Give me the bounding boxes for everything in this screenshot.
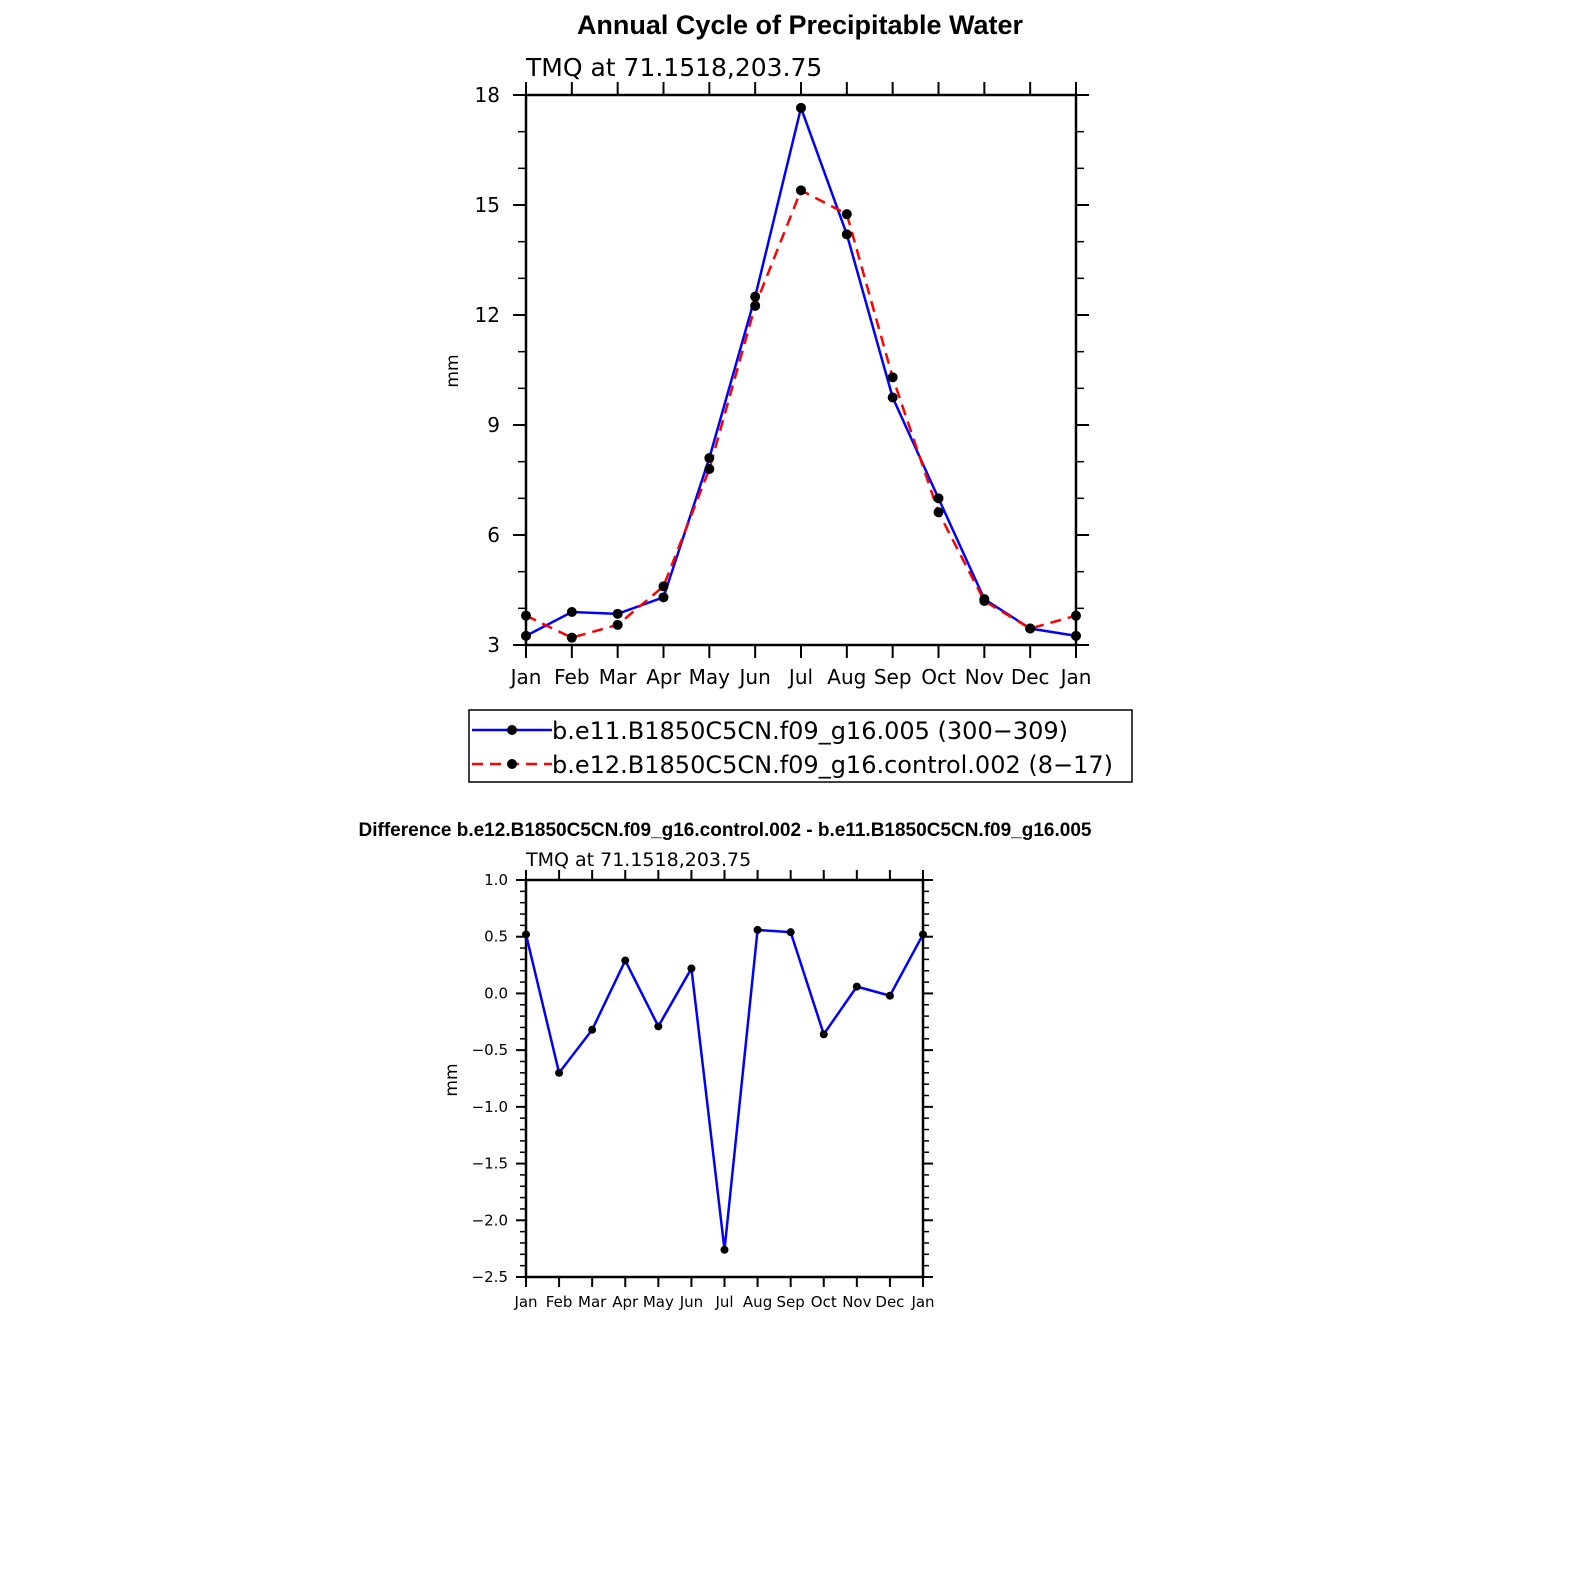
top-ylabel: mm: [443, 354, 463, 388]
x-tick-label: Nov: [964, 665, 1004, 689]
data-point-series-2: [842, 209, 852, 219]
data-point-series-1: [1071, 631, 1081, 641]
data-point-series-1: [820, 1030, 828, 1038]
x-tick-label: Feb: [545, 1293, 573, 1311]
data-point-series-1: [796, 103, 806, 113]
x-tick-label: Aug: [827, 665, 867, 689]
legend-label-series-1: b.e11.B1850C5CN.f09_g16.005 (300−309): [552, 717, 1068, 745]
data-point-series-2: [979, 596, 989, 606]
top-subtitle: TMQ at 71.1518,203.75: [526, 53, 823, 82]
y-tick-label: −0.5: [471, 1041, 508, 1060]
data-point-series-2: [796, 185, 806, 195]
data-point-series-2: [704, 464, 714, 474]
data-point-series-1: [853, 983, 861, 991]
data-point-series-1: [555, 1069, 563, 1077]
x-tick-label: Jun: [679, 1293, 704, 1311]
data-point-series-1: [687, 964, 695, 972]
data-point-series-1: [787, 928, 795, 936]
x-tick-label: Jul: [788, 665, 814, 689]
data-point-series-1: [521, 631, 531, 641]
series-line-2: [526, 190, 1076, 637]
data-point-series-1: [919, 930, 927, 938]
legend-label-series-2: b.e12.B1850C5CN.f09_g16.control.002 (8−17): [552, 751, 1113, 779]
y-tick-label: −2.5: [471, 1268, 508, 1286]
series-line-1: [526, 930, 923, 1250]
annual-cycle-chart: [475, 82, 1092, 689]
x-tick-label: Sep: [873, 665, 912, 689]
data-point-series-2: [613, 620, 623, 630]
difference-title: Difference b.e12.B1850C5CN.f09_g16.control.002 - b.e11.B1850C5CN.f09_g16.005: [358, 820, 1092, 841]
x-tick-label: Mar: [598, 665, 637, 689]
x-tick-label: Oct: [921, 665, 956, 689]
data-point-series-2: [1025, 624, 1035, 634]
data-point-series-1: [886, 992, 894, 1000]
legend-marker-series-2: [507, 759, 517, 769]
x-tick-label: Jan: [510, 665, 542, 689]
x-tick-label: Jun: [739, 665, 771, 689]
y-tick-label: 9: [487, 413, 500, 437]
data-point-series-1: [934, 493, 944, 503]
plot-frame: [526, 880, 923, 1277]
data-point-series-1: [842, 229, 852, 239]
x-tick-label: Mar: [578, 1293, 607, 1311]
data-point-series-1: [659, 592, 669, 602]
y-tick-label: 1.0: [484, 871, 508, 889]
y-tick-label: −1.0: [471, 1097, 508, 1116]
data-point-series-1: [522, 930, 530, 938]
x-tick-label: May: [642, 1293, 674, 1311]
x-tick-label: Sep: [776, 1293, 805, 1311]
y-tick-label: 0.5: [484, 927, 508, 946]
data-point-series-1: [750, 292, 760, 302]
x-tick-label: Dec: [1010, 665, 1050, 689]
data-point-series-1: [721, 1246, 729, 1254]
data-point-series-2: [1071, 611, 1081, 621]
data-point-series-1: [704, 453, 714, 463]
y-tick-label: 18: [474, 83, 500, 107]
y-tick-label: −1.5: [471, 1154, 508, 1173]
x-tick-label: Nov: [842, 1293, 872, 1311]
y-tick-label: 3: [487, 633, 500, 657]
x-tick-label: Feb: [554, 665, 590, 689]
x-tick-label: Jul: [715, 1293, 734, 1311]
data-point-series-2: [750, 301, 760, 311]
bottom-ylabel: mm: [442, 1063, 462, 1097]
data-point-series-2: [521, 611, 531, 621]
data-point-series-1: [888, 393, 898, 403]
data-point-series-2: [934, 507, 944, 517]
data-point-series-2: [567, 633, 577, 643]
x-tick-label: Oct: [810, 1293, 837, 1311]
x-tick-label: Jan: [514, 1293, 538, 1311]
data-point-series-1: [567, 607, 577, 617]
data-point-series-1: [621, 957, 629, 965]
x-tick-label: Apr: [612, 1293, 639, 1311]
x-tick-label: Aug: [742, 1293, 773, 1311]
difference-chart: [472, 870, 935, 1311]
x-tick-label: Jan: [1060, 665, 1092, 689]
y-tick-label: −2.0: [471, 1211, 508, 1230]
x-tick-label: Jan: [911, 1293, 935, 1311]
legend: [469, 710, 1132, 782]
x-tick-label: May: [688, 665, 731, 689]
y-tick-label: 12: [474, 303, 500, 327]
plot-frame: [526, 95, 1076, 645]
x-tick-label: Apr: [646, 665, 681, 689]
data-point-series-1: [654, 1022, 662, 1030]
y-tick-label: 0.0: [484, 984, 508, 1003]
main-title: Annual Cycle of Precipitable Water: [576, 10, 1024, 40]
data-point-series-2: [888, 372, 898, 382]
data-point-series-1: [754, 926, 762, 934]
legend-marker-series-1: [507, 725, 517, 735]
x-tick-label: Dec: [875, 1293, 905, 1311]
y-tick-label: 15: [474, 193, 500, 217]
y-tick-label: 6: [487, 523, 500, 547]
data-point-series-1: [588, 1026, 596, 1034]
data-point-series-2: [659, 581, 669, 591]
data-point-series-1: [613, 609, 623, 619]
bottom-subtitle: TMQ at 71.1518,203.75: [526, 849, 752, 871]
